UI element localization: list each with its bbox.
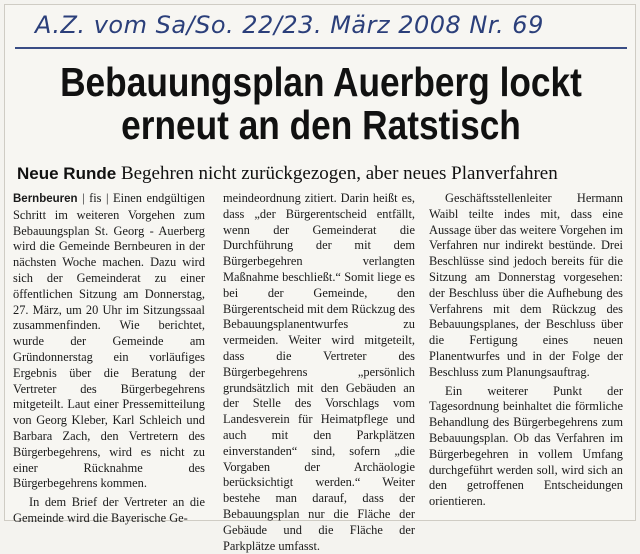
paragraph-3: meindeordnung zitiert. Darin heißt es, dass „der Bürgerentscheid entfällt, wenn der Gemeinderat die Durchführung der mit dem Bürgerbegehren verlangten Maßnahme beschließt.“ Somit liege es bei der Gemeinde, den Bürgerentscheid mit dem Rückzug des Bebauungsplanentwurfes zu vermeiden. Weiter wird mitgeteilt, dass die Vertreter des Bürgerbegehrens „persönlich grundsätzlich mit den Gebäuden an der Stelle des Vorschlags vom Landesverein für Heimatpflege und auch mit den Parkplätzen einverstanden“ sind, sofern „die Vorgaben der Archäologie berücksichtigt werden.“ Weiter bestehe man darauf, dass der Bebauungsplan nur die Fläche der Gebäude und die Fläche der Parkplätze umfasst. [223,191,415,553]
article-column-1 [13,191,205,527]
article-column-3 [429,191,623,510]
newspaper-clipping [4,4,636,553]
paragraph-5: Ein weiterer Punkt der Tagesordnung beinhaltet die förmliche Behandlung des Bürgerbegehrens zum Bebauungsplan. Ob das Verfahren im Bürgerbegehren in vollem Umfang durchgeführt werden soll, wird sich an den getroffenen Entscheidungen orientieren. [429,383,623,509]
dateline: Bernbeuren [13,193,78,205]
subheadline-text: Begehren nicht zurückgezogen, aber neues Planverfahren [116,163,558,184]
article-column-2 [223,191,415,554]
paragraph-2: In dem Brief der Vertreter an die Gemeinde wird die Bayerische Ge- [13,495,205,525]
subheadline [17,163,627,185]
handwritten-note: A.Z. vom Sa/So. 22/23. März 2008 Nr. 69 [35,11,544,39]
handwritten-underline [15,47,627,49]
headline: Bebauungsplan Auerberg lockt erneut an den Ratstisch [60,59,582,148]
subheadline-lead: Neue Runde [17,164,117,183]
paragraph-1: | fis | Einen endgültigen Schritt im weiteren Vorgehen zum Bebauungsplan St. Georg - Auerberg wird die Gemeinde Bernbeuren in der nächsten Woche machen. Dazu wird sich der Gemeinderat zu einer öffentlichen Sitzung am Donnerstag, 27. März, um 20 Uhr im Sitzungssaal zusammenfinden. Wie berichtet, wurde der Gemeinde am Gründonnerstag ein vorläufiges Ergebnis über die Beratung der Vertreter des Bürgerbegehrens mitgeteilt. Laut einer Pressemitteilung von Georg Kleber, Karl Schleich und Barbara Zach, den Vertretern des Bürgerbegehrens, wird es nicht zu einer Rücknahme des Bürgerbegehrens kommen. [13,191,205,491]
paragraph-4: Geschäftsstellenleiter Hermann Waibl teilte indes mit, dass eine Aussage über das weitere Vorgehen im Verfahren nur indirekt bestünde. Drei Beschlüsse sind jedoch bereits für die Sitzung am Donnerstag vorgesehen: der Beschluss über die Aufhebung des Verfahrens mit dem Rückzug des Bebauungsplanes, der Beschluss über die Fertigung eines neuen Planentwurfes und in der Folge der Beschluss zum Planungsauftrag. [429,191,623,379]
